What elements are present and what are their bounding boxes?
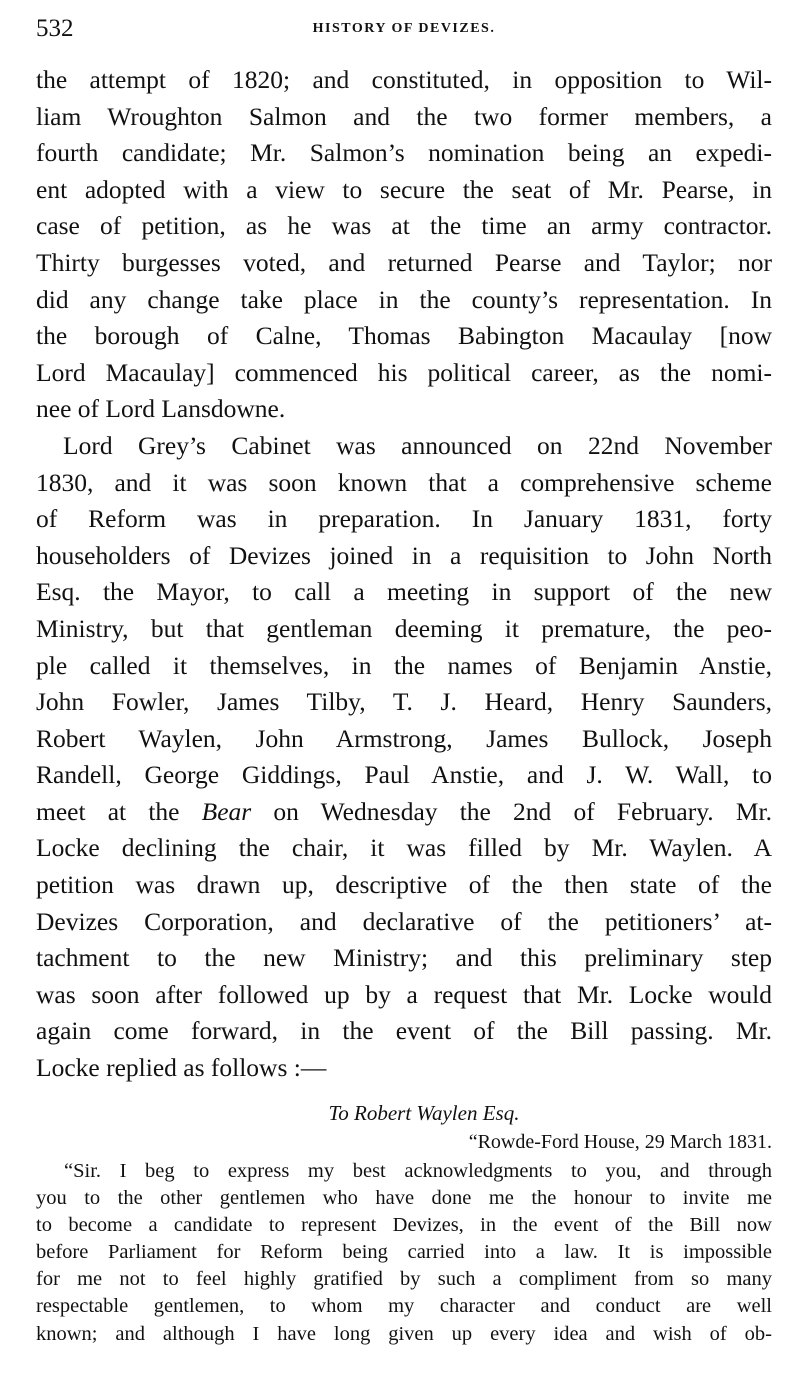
text-line: petition was drawn up, descriptive of the then state of the — [36, 870, 772, 900]
text-line: again come forward, in the event of the Bill passing. Mr. — [36, 1016, 772, 1046]
text-line: Locke replied as follows :— — [36, 1053, 327, 1083]
text-segment: on Wednesday the 2nd of February. Mr. — [251, 796, 772, 826]
letter-line: respectable gentlemen, to whom my character and conduct are well — [36, 1295, 772, 1318]
text-line: John Fowler, James Tilby, T. J. Heard, Henry Saunders, — [36, 687, 772, 717]
text-line: did any change take place in the county’s representation. In — [36, 284, 772, 314]
text-line: the attempt of 1820; and constituted, in opposition to Wil- — [36, 65, 772, 94]
letter-line: known; and although I have long given up every idea and wish of ob- — [36, 1322, 772, 1345]
body-text — [36, 62, 772, 1087]
letter-line: “Sir. I beg to express my best acknowledgments to you, and through — [64, 1160, 772, 1182]
text-line: Robert Waylen, John Armstrong, James Bullock, Joseph — [36, 723, 772, 753]
running-title: HISTORY OF DEVIZES. — [312, 21, 496, 36]
running-head — [36, 14, 772, 44]
text-line: Randell, George Giddings, Paul Anstie, and J. W. Wall, to — [36, 760, 772, 790]
letter-line: before Parliament for Reform being carried into a law. It is impossible — [36, 1241, 772, 1264]
text-line: fourth candidate; Mr. Salmon’s nomination being an expedi- — [36, 138, 772, 168]
page-number: 532 — [36, 15, 74, 42]
letter-dateline: “Rowde-Ford House, 29 March 1831. — [468, 1131, 772, 1153]
text-line: tachment to the new Ministry; and this preliminary step — [36, 943, 772, 973]
text-line: householders of Devizes joined in a requisition to John North — [36, 540, 772, 570]
text-line: Locke declining the chair, it was filled by Mr. Waylen. A — [36, 833, 772, 863]
text-line: the borough of Calne, Thomas Babington Macaulay [now — [36, 321, 772, 351]
letter-line: to become a candidate to represent Devizes, in the event of the Bill now — [36, 1214, 772, 1237]
text-line: Lord Grey’s Cabinet was announced on 22nd November — [63, 430, 772, 460]
text-line: of Reform was in preparation. In January 1831, forty — [36, 504, 772, 534]
text-line: Devizes Corporation, and declarative of the petitioners’ at- — [36, 906, 772, 936]
text-line: nee of Lord Lansdowne. — [36, 394, 286, 424]
text-line: Thirty burgesses voted, and returned Pearse and Taylor; nor — [36, 247, 772, 277]
letter-text — [36, 1158, 772, 1348]
text-line: Lord Macaulay] commenced his political career, as the nomi- — [36, 357, 772, 387]
text-segment: meet at the — [36, 796, 202, 826]
letter-line: you to the other gentlemen who have done me the honour to invite me — [36, 1187, 772, 1210]
text-line: was soon after followed up by a request that Mr. Locke would — [36, 979, 772, 1009]
text-line: ent adopted with a view to secure the seat of Mr. Pearse, in — [36, 174, 772, 204]
letter-addressee: To Robert Waylen Esq. — [328, 1101, 520, 1125]
text-line: case of petition, as he was at the time an army contractor. — [36, 211, 772, 241]
italic-place-name: Bear — [201, 796, 252, 826]
text-line: 1830, and it was soon known that a comprehensive scheme — [36, 467, 772, 497]
letter-line: for me not to feel highly gratified by such a compliment from so many — [36, 1268, 772, 1291]
text-line: ple called it themselves, in the names of Benjamin Anstie, — [36, 650, 772, 680]
text-line: liam Wroughton Salmon and the two former members, a — [36, 101, 772, 131]
text-line — [36, 794, 772, 831]
text-line: Esq. the Mayor, to call a meeting in support of the new — [36, 577, 772, 607]
text-line: Ministry, but that gentleman deeming it premature, the peo- — [36, 613, 772, 643]
